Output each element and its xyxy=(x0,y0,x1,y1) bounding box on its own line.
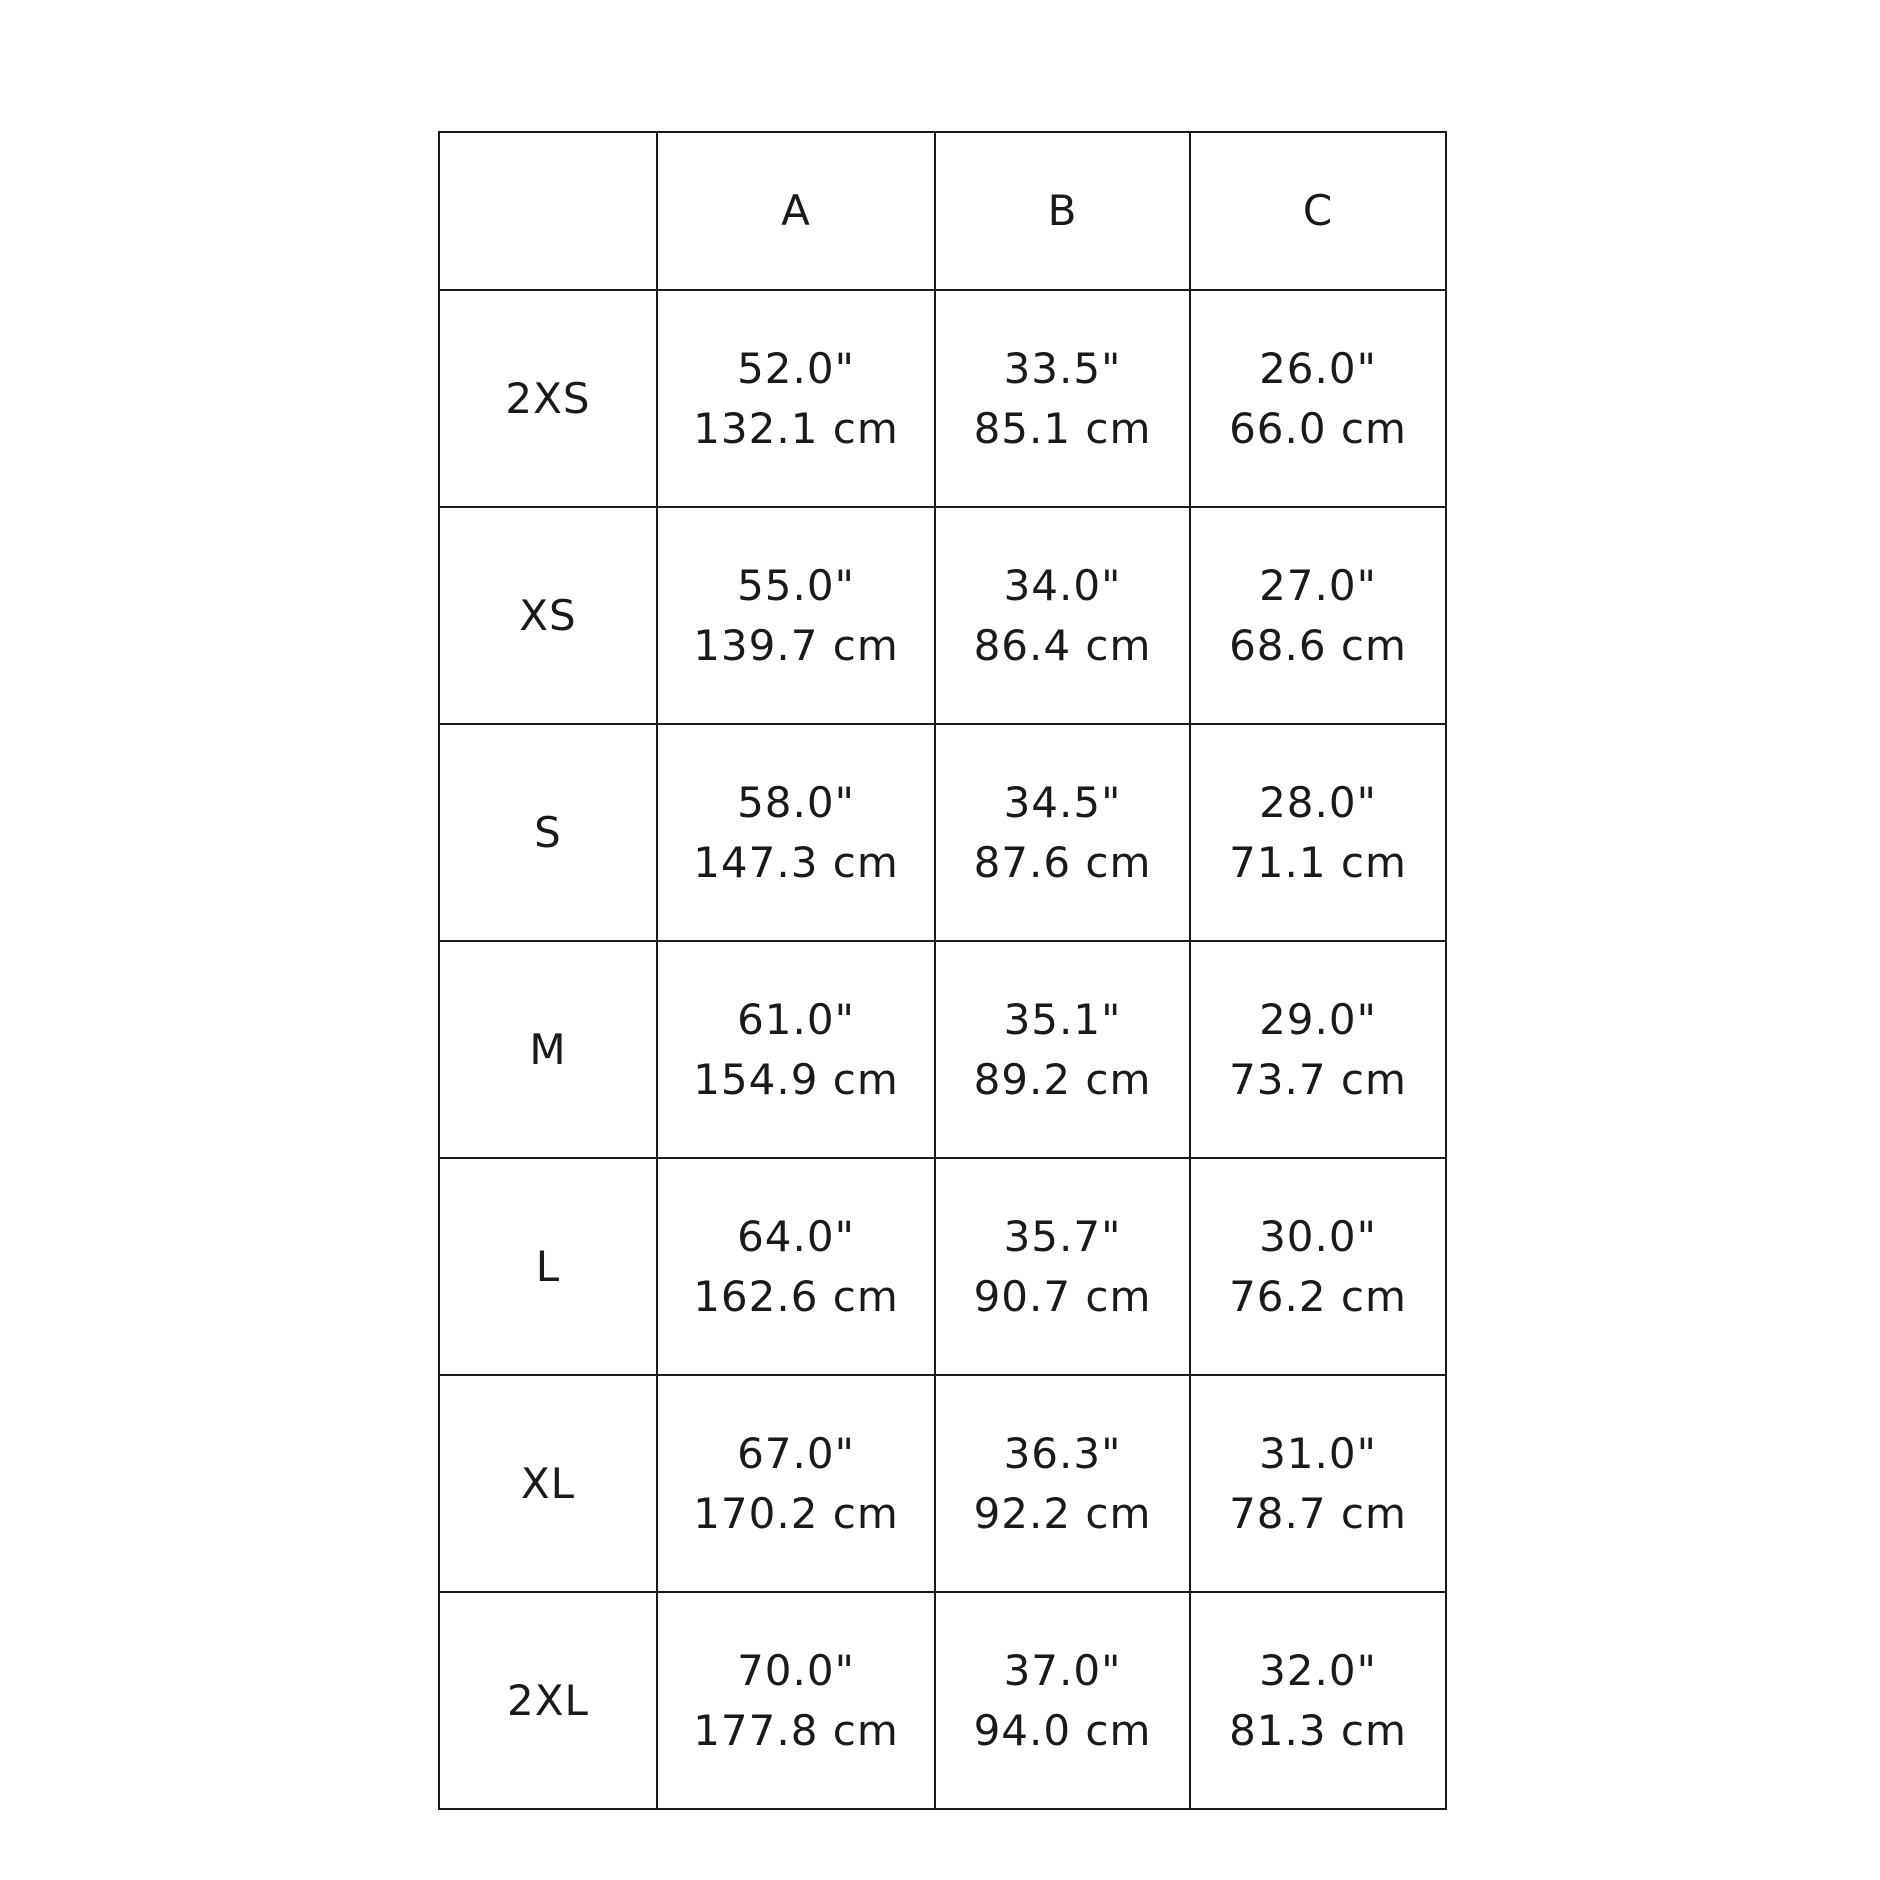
table-row xyxy=(439,507,1446,724)
size-label-cell: M xyxy=(439,941,657,1158)
size-label-cell: XS xyxy=(439,507,657,724)
measurement-cm: 76.2 cm xyxy=(1229,1271,1407,1321)
measurement-cell-c xyxy=(1190,724,1446,941)
measurement-inches: 58.0" xyxy=(737,777,855,827)
measurement-cell-b xyxy=(935,290,1190,507)
size-label-cell: 2XS xyxy=(439,290,657,507)
table-row xyxy=(439,1592,1446,1809)
measurement-inches: 35.7" xyxy=(1003,1211,1122,1261)
measurement-cell-a xyxy=(657,941,935,1158)
measurement-cm: 154.9 cm xyxy=(693,1054,899,1104)
table-row xyxy=(439,941,1446,1158)
measurement-cell-a xyxy=(657,1375,935,1592)
header-corner-cell xyxy=(439,132,657,290)
measurement-cm: 85.1 cm xyxy=(973,403,1152,453)
measurement-cell-c xyxy=(1190,1592,1446,1809)
measurement-cm: 89.2 cm xyxy=(973,1054,1152,1104)
header-row xyxy=(439,132,1446,290)
size-label-cell: 2XL xyxy=(439,1592,657,1809)
measurement-cell-a xyxy=(657,724,935,941)
measurement-inches: 27.0" xyxy=(1259,560,1377,610)
measurement-cm: 73.7 cm xyxy=(1229,1054,1407,1104)
measurement-cm: 90.7 cm xyxy=(973,1271,1152,1321)
measurement-cell-a xyxy=(657,507,935,724)
size-label-cell: XL xyxy=(439,1375,657,1592)
header-column-c: C xyxy=(1190,132,1446,290)
measurement-cm: 147.3 cm xyxy=(693,837,899,887)
measurement-cell-c xyxy=(1190,1158,1446,1375)
measurement-inches: 32.0" xyxy=(1259,1645,1377,1695)
measurement-cm: 86.4 cm xyxy=(973,620,1152,670)
measurement-cm: 177.8 cm xyxy=(693,1705,899,1755)
header-column-b: B xyxy=(935,132,1190,290)
measurement-cell-b xyxy=(935,1375,1190,1592)
measurement-inches: 31.0" xyxy=(1259,1428,1377,1478)
size-label-cell: L xyxy=(439,1158,657,1375)
measurement-cell-c xyxy=(1190,1375,1446,1592)
measurement-cell-b xyxy=(935,724,1190,941)
measurement-cm: 68.6 cm xyxy=(1229,620,1407,670)
measurement-cell-a xyxy=(657,1592,935,1809)
measurement-cm: 132.1 cm xyxy=(693,403,899,453)
measurement-cm: 87.6 cm xyxy=(973,837,1152,887)
measurement-cm: 162.6 cm xyxy=(693,1271,899,1321)
measurement-cell-b xyxy=(935,507,1190,724)
measurement-inches: 64.0" xyxy=(737,1211,855,1261)
measurement-inches: 52.0" xyxy=(737,343,855,393)
measurement-inches: 35.1" xyxy=(1003,994,1122,1044)
size-chart-table xyxy=(438,131,1447,1810)
measurement-cm: 139.7 cm xyxy=(693,620,899,670)
measurement-inches: 36.3" xyxy=(1003,1428,1122,1478)
measurement-cell-b xyxy=(935,1592,1190,1809)
measurement-inches: 70.0" xyxy=(737,1645,855,1695)
measurement-cm: 94.0 cm xyxy=(973,1705,1152,1755)
measurement-cm: 66.0 cm xyxy=(1229,403,1407,453)
measurement-inches: 30.0" xyxy=(1259,1211,1377,1261)
table-row xyxy=(439,1375,1446,1592)
measurement-cell-c xyxy=(1190,941,1446,1158)
size-label-cell: S xyxy=(439,724,657,941)
measurement-inches: 33.5" xyxy=(1003,343,1122,393)
measurement-cell-c xyxy=(1190,290,1446,507)
size-chart-body xyxy=(439,132,1446,1809)
table-row xyxy=(439,290,1446,507)
measurement-inches: 67.0" xyxy=(737,1428,855,1478)
measurement-cell-b xyxy=(935,941,1190,1158)
measurement-cm: 170.2 cm xyxy=(693,1488,899,1538)
measurement-inches: 37.0" xyxy=(1003,1645,1122,1695)
measurement-cell-b xyxy=(935,1158,1190,1375)
header-column-a: A xyxy=(657,132,935,290)
measurement-inches: 34.0" xyxy=(1003,560,1122,610)
table-row xyxy=(439,1158,1446,1375)
measurement-cell-a xyxy=(657,1158,935,1375)
table-row xyxy=(439,724,1446,941)
measurement-inches: 29.0" xyxy=(1259,994,1377,1044)
measurement-cell-a xyxy=(657,290,935,507)
measurement-cm: 78.7 cm xyxy=(1229,1488,1407,1538)
measurement-inches: 26.0" xyxy=(1259,343,1377,393)
measurement-inches: 34.5" xyxy=(1003,777,1122,827)
measurement-cm: 71.1 cm xyxy=(1229,837,1407,887)
measurement-inches: 55.0" xyxy=(737,560,855,610)
measurement-cell-c xyxy=(1190,507,1446,724)
measurement-cm: 92.2 cm xyxy=(973,1488,1152,1538)
measurement-cm: 81.3 cm xyxy=(1229,1705,1407,1755)
measurement-inches: 61.0" xyxy=(737,994,855,1044)
measurement-inches: 28.0" xyxy=(1259,777,1377,827)
